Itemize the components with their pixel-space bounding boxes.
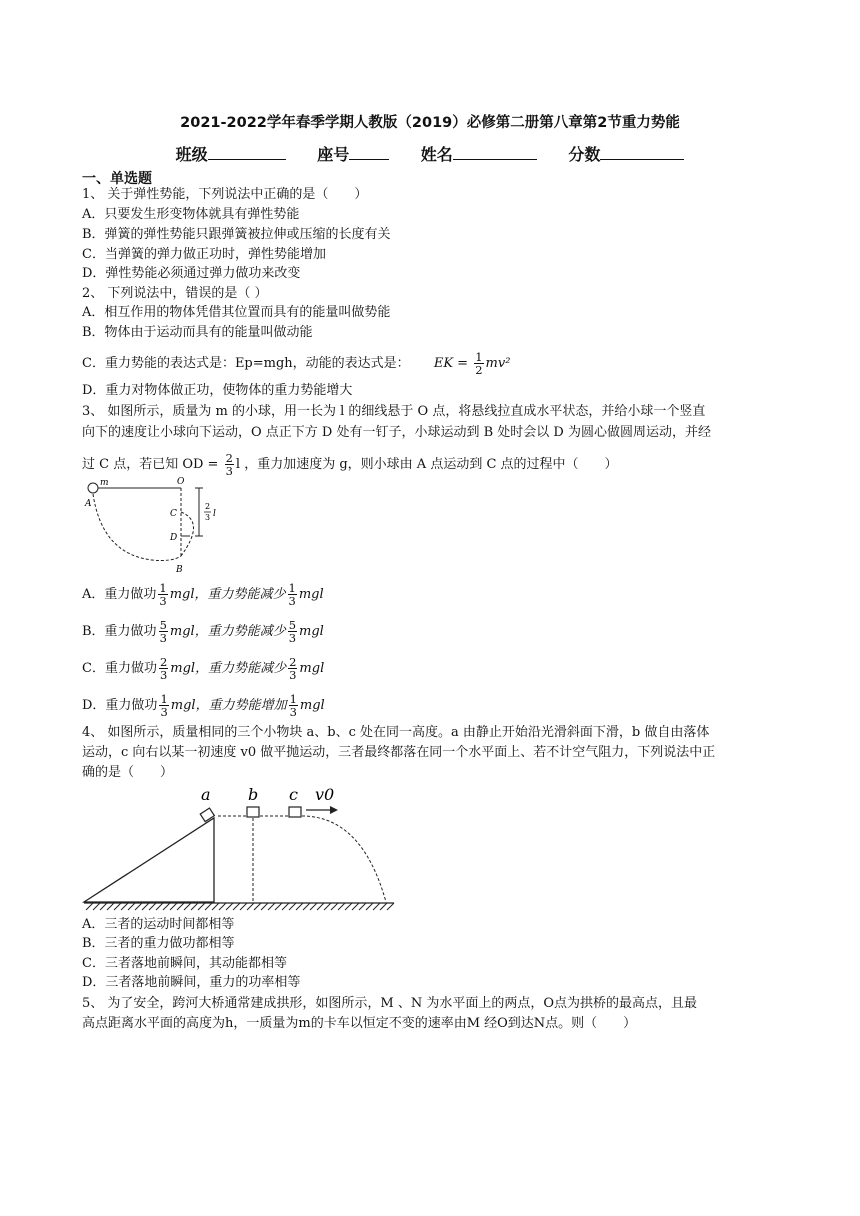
q4-three-blocks-figure xyxy=(82,780,402,916)
q3-option-fraction: $\frac{1}{3}$ xyxy=(159,581,167,608)
q3-option-fraction: $\frac{1}{3}$ xyxy=(160,692,168,719)
ground-hatch-mark xyxy=(331,903,338,910)
q4-option-d: D．三者落地前瞬间，重力的功率相等 xyxy=(82,975,301,990)
q3-option-fraction: $\frac{1}{3}$ xyxy=(289,692,297,719)
q2-option-a: A．相互作用的物体凭借其位置而具有的能量叫做势能 xyxy=(82,305,391,320)
q4-stem-line1: 4、 如图所示，质量相同的三个小物块 a、b、c 处在同一高度。a 由静止开始沿光滑斜面下滑，b 做自由落体 xyxy=(82,725,710,740)
student-info-line xyxy=(0,142,860,165)
q4-fig-label-a: a xyxy=(201,785,211,804)
q1-option-a: A．只要发生形变物体就具有弹性势能 xyxy=(82,207,300,222)
q4-option-b: B．三者的重力做功都相等 xyxy=(82,936,235,951)
ground-hatch-mark xyxy=(142,903,149,910)
q3-option-fraction: $\frac{2}{3}$ xyxy=(289,655,297,682)
ground-hatch-mark xyxy=(177,903,184,910)
ground-hatch-mark xyxy=(191,903,198,910)
name-label: 姓名 xyxy=(420,145,453,164)
q3-fig-label-d: D xyxy=(170,533,178,543)
ground-hatch-mark xyxy=(338,903,345,910)
q4-stem-line2: 运动，c 向右以某一初速度 v0 做平抛运动，三者最终都落在同一个水平面上、若不计空气阻力，下列说法中正 xyxy=(82,745,716,760)
ground-hatch-mark xyxy=(247,903,254,910)
ground-hatch-mark xyxy=(317,903,324,910)
ground-hatch-mark xyxy=(226,903,233,910)
q3-pendulum-figure xyxy=(82,474,232,574)
ground-hatch-mark xyxy=(324,903,331,910)
ground-hatch-mark xyxy=(359,903,366,910)
q3-stem-line3-a: 过 C 点，若已知 OD = xyxy=(82,457,219,472)
q3-fig-frac-num: 2 xyxy=(205,502,211,511)
seat-blank xyxy=(349,144,389,160)
ground-hatch-mark xyxy=(254,903,261,910)
q1-option-b: B．弹簧的弹性势能只跟弹簧被拉伸或压缩的长度有关 xyxy=(82,227,391,242)
score-label: 分数 xyxy=(568,145,601,164)
q3-stem-line1: 3、 如图所示，质量为 m 的小球，用一长为 l 的细线悬于 O 点，将悬线拉直成水平状态，并给小球一个竖直 xyxy=(82,404,706,419)
q3-option-c: C．重力做功 $\frac{2}{3}$ mgl，重力势能减少 $\frac{2}{3}$ mgl xyxy=(82,655,325,682)
class-blank xyxy=(208,144,286,160)
q3-stem-line3-b: l ，重力加速度为 g，则小球由 A 点运动到 C 点的过程中（ ） xyxy=(235,457,618,472)
ground-hatch-mark xyxy=(149,903,156,910)
q1-stem: 1、 关于弹性势能，下列说法中正确的是（ ） xyxy=(82,187,368,202)
ground-hatch-mark xyxy=(366,903,373,910)
q2-option-c-text: C．重力势能的表达式是：Ep=mgh，动能的表达式是： xyxy=(82,356,410,371)
ground-hatch-mark xyxy=(205,903,212,910)
ground-hatch-mark xyxy=(163,903,170,910)
ground-hatch-mark xyxy=(219,903,226,910)
q1-option-c: C．当弹簧的弹力做正功时，弹性势能增加 xyxy=(82,247,326,262)
seat-label: 座号 xyxy=(317,145,350,164)
q2-formula-lhs: EK = xyxy=(433,356,469,371)
q3-option-fraction: $\frac{5}{3}$ xyxy=(159,618,167,645)
score-blank xyxy=(600,144,684,160)
q3-stem-line2: 向下的速度让小球向下运动，O 点正下方 D 处有一钉子，小球运动到 B 处时会以 D 为圆心做圆周运动，并经 xyxy=(82,425,711,440)
q4-fig-label-c: c xyxy=(289,785,298,804)
q2-option-d: D．重力对物体做正功，使物体的重力势能增大 xyxy=(82,383,353,398)
ground-hatch-mark xyxy=(310,903,317,910)
q3-fig-label-b: B xyxy=(176,565,183,574)
class-label: 班级 xyxy=(175,145,208,164)
q3-option-fraction: $\frac{1}{3}$ xyxy=(288,581,296,608)
q1-option-d: D．弹性势能必须通过弹力做功来改变 xyxy=(82,266,301,281)
ground-hatch-mark xyxy=(387,903,394,910)
ground-hatch-mark xyxy=(184,903,191,910)
ground-hatch-mark xyxy=(282,903,289,910)
q5-stem-line2: 高点距离水平面的高度为h，一质量为m的卡车以恒定不变的速率由M 经O到达N点。则（ ） xyxy=(82,1016,637,1031)
q3-fig-label-m: m xyxy=(100,478,109,488)
ground-hatch-mark xyxy=(170,903,177,910)
q2-option-b: B．物体由于运动而具有的能量叫做动能 xyxy=(82,325,313,340)
ground-hatch-mark xyxy=(135,903,142,910)
ground-hatch-mark xyxy=(212,903,219,910)
ground-hatch-mark xyxy=(268,903,275,910)
ground-hatch-mark xyxy=(296,903,303,910)
q3-option-fraction: $\frac{2}{3}$ xyxy=(159,655,168,682)
ground-hatch-mark xyxy=(303,903,310,910)
q4-option-c: C．三者落地前瞬间，其动能都相等 xyxy=(82,956,287,971)
ground-hatch-mark xyxy=(156,903,163,910)
ground-hatch-mark xyxy=(352,903,359,910)
ground-hatch-mark xyxy=(345,903,352,910)
q3-option-b: B．重力做功 $\frac{5}{3}$ mgl，重力势能减少 $\frac{5}{3}$ mgl xyxy=(82,618,324,645)
q2-option-c xyxy=(82,351,510,376)
ground-hatch-mark xyxy=(121,903,128,910)
q4-stem-line3: 确的是（ ） xyxy=(82,765,174,780)
ground-hatch-mark xyxy=(114,903,121,910)
q4-option-a: A．三者的运动时间都相等 xyxy=(82,917,235,932)
document-title: 2021-2022学年春季学期人教版（2019）必修第二册第八章第2节重力势能 xyxy=(180,115,680,131)
q3-option-a: A．重力做功 $\frac{1}{3}$ mgl，重力势能减少 $\frac{1}{3}$ mgl xyxy=(82,581,324,608)
ground-hatch-mark xyxy=(198,903,205,910)
ground-hatch-mark xyxy=(275,903,282,910)
q3-fig-frac-den: 3 xyxy=(205,513,211,522)
q4-fig-label-v0: v0 xyxy=(315,785,335,804)
q5-stem-line1: 5、 为了安全，跨河大桥通常建成拱形，如图所示，M 、N 为水平面上的两点，O点为拱桥的最高点，且最 xyxy=(82,996,698,1011)
q3-option-fraction: $\frac{5}{3}$ xyxy=(288,618,297,645)
ground-hatch-mark xyxy=(289,903,296,910)
q3-option-d: D．重力做功 $\frac{1}{3}$ mgl，重力势能增加 $\frac{1}{3}$ mgl xyxy=(82,692,325,719)
q2-formula-half: $\frac{1}{2}$ xyxy=(475,350,483,377)
q2-stem: 2、 下列说法中，错误的是（ ） xyxy=(82,286,268,301)
ground-hatch-mark xyxy=(107,903,114,910)
q3-fig-label-l: l xyxy=(213,509,216,519)
q2-formula-rhs: mv² xyxy=(485,356,511,371)
name-blank xyxy=(453,144,537,160)
ground-hatch-mark xyxy=(93,903,100,910)
ground-hatch-mark xyxy=(128,903,135,910)
section-heading: 一、单选题 xyxy=(82,171,152,187)
q3-fig-label-a: A xyxy=(85,499,92,509)
q3-fig-label-c: C xyxy=(170,509,177,519)
ground-hatch-mark xyxy=(240,903,247,910)
ground-hatch-mark xyxy=(261,903,268,910)
q4-fig-label-b: b xyxy=(248,785,259,804)
ground-hatch-mark xyxy=(86,903,93,910)
ground-hatch-mark xyxy=(233,903,240,910)
ground-hatch-mark xyxy=(380,903,387,910)
ground-hatch-mark xyxy=(373,903,380,910)
q3-fig-label-o: O xyxy=(177,477,185,487)
q3-fraction-two-thirds: $\frac{2}{3}$ xyxy=(225,451,233,478)
ground-hatch-mark xyxy=(100,903,107,910)
